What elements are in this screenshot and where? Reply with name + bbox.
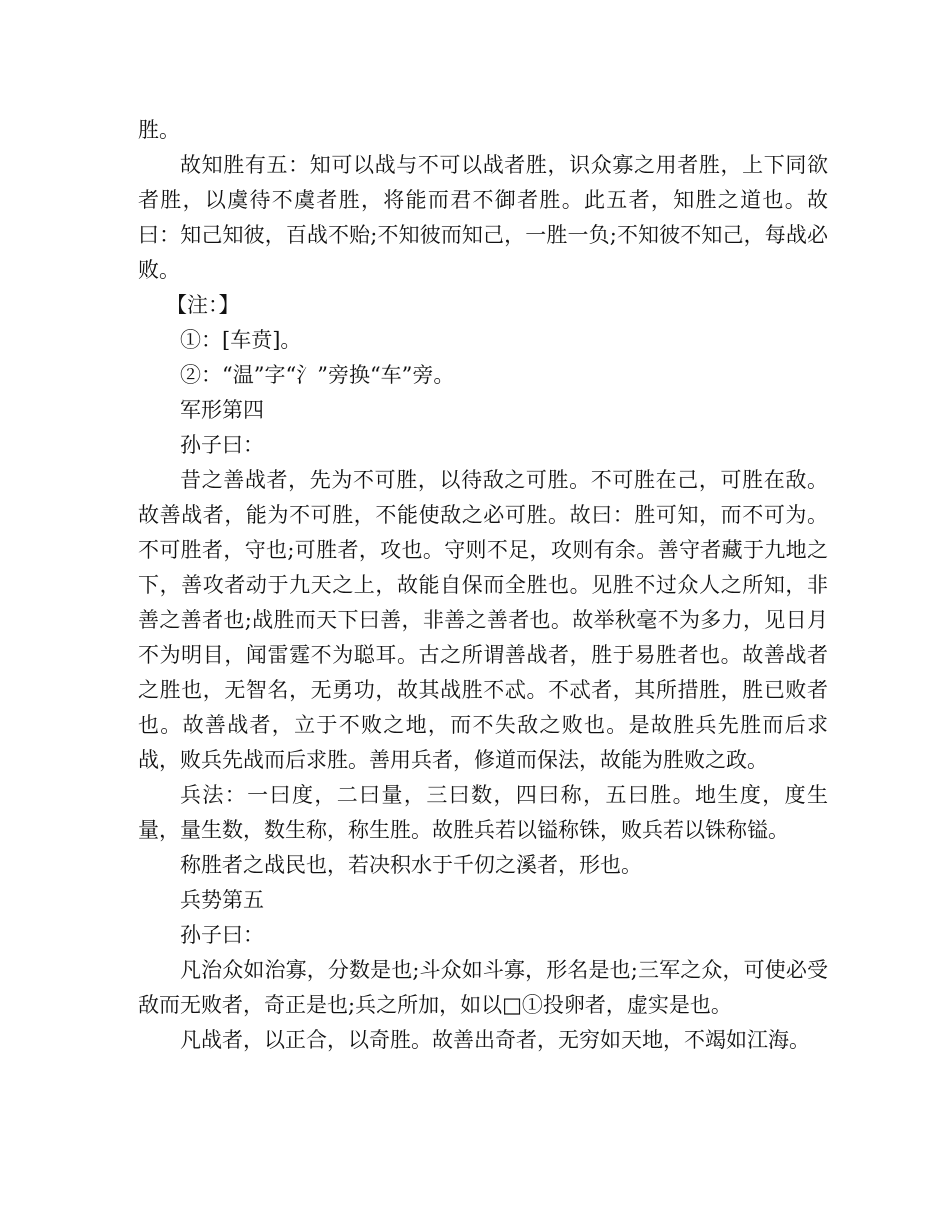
note-item-2: ②：“温”字“氵”旁换“车”旁。 bbox=[180, 363, 455, 387]
paragraph-chapter4-main: 昔之善战者，先为不可胜，以待敌之可胜。不可胜在己，可胜在敌。故善战者，能为不可胜，不能使敌之必可胜。故曰：胜可知，而不可为。不可胜者，守也;可胜者，攻也。守则不足，攻则有余。善守者藏于九地之下，善攻者动于九天之上，故能自保而全胜也。见胜不过众人之所知，非善之善者也;战胜而天下曰善，非善之善者也。故举秋毫不为多力，见日月不为明目，闻雷霆不为聪耳。古之所谓善战者，胜于易胜者也。故善战者之胜也，无智名，无勇功，故其战胜不忒。不忒者，其所措胜，胜已败者也。故善战者，立于不败之地，而不失敌之败也。是故胜兵先胜而后求战，败兵先战而后求胜。善用兵者，修道而保法，故能为胜败之政。 bbox=[138, 468, 828, 772]
speaker-line-5: 孙子曰： bbox=[180, 923, 264, 947]
note-item-1: ①：[车贲]。 bbox=[180, 328, 302, 352]
paragraph-chapter4-methods: 兵法：一曰度，二曰量，三曰数，四曰称，五曰胜。地生度，度生量，量生数，数生称，称生胜。故胜兵若以镒称铢，败兵若以铢称镒。 bbox=[138, 783, 828, 842]
paragraph-chapter5-main: 凡治众如治寡，分数是也;斗众如斗寡，形名是也;三军之众，可使必受敌而无败者，奇正是也;兵之所加，如以□①投卵者，虚实是也。 bbox=[138, 958, 828, 1017]
paragraph-chapter5-battle: 凡战者，以正合，以奇胜。故善出奇者，无穷如天地，不竭如江海。 bbox=[180, 1028, 810, 1052]
chapter-title-4: 军形第四 bbox=[180, 398, 264, 422]
document-body bbox=[138, 113, 828, 1058]
paragraph-know-victory: 故知胜有五：知可以战与不可以战者胜，识众寡之用者胜，上下同欲者胜，以虞待不虞者胜，将能而君不御者胜。此五者，知胜之道也。故曰：知己知彼，百战不贻;不知彼而知己，一胜一负;不知彼不知己，每战必败。 bbox=[138, 153, 828, 282]
note-heading: 【注：】 bbox=[166, 293, 240, 317]
paragraph-continuation: 胜。 bbox=[138, 118, 180, 142]
paragraph-chapter4-form: 称胜者之战民也，若决积水于千仞之溪者，形也。 bbox=[180, 853, 642, 877]
speaker-line-4: 孙子曰： bbox=[180, 433, 264, 457]
chapter-title-5: 兵势第五 bbox=[180, 888, 264, 912]
